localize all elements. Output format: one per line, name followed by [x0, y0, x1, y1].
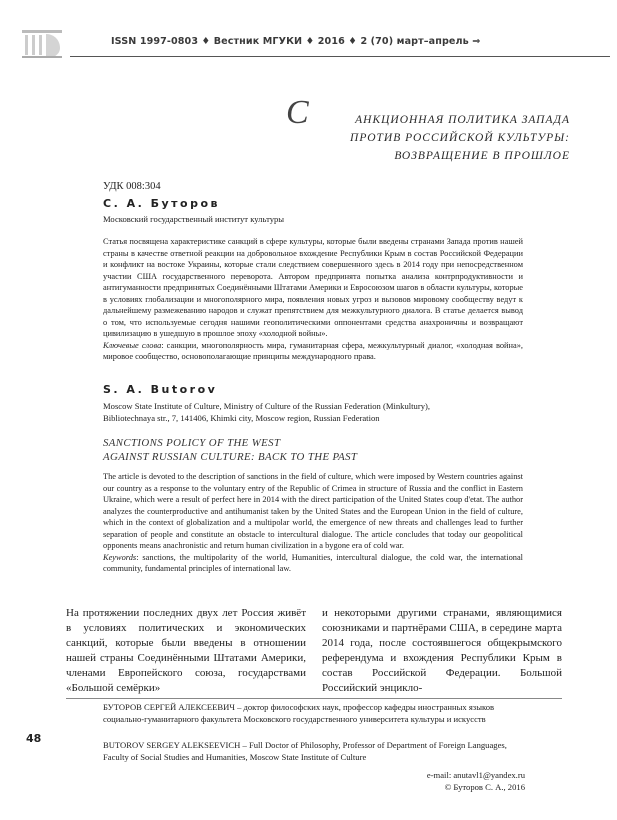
abstract-en	[103, 471, 523, 575]
abstract-en-text: The article is devoted to the description of sanctions in the field of culture, which were imposed by Western countries against our country as a response to the voluntary entry of the Republic of Crimea in structure of Russia and the conflict in Eastern Ukraine, which were a result of perfect here in 2014 with the direct participation of the United States coup d'etat. The author analyzes the counterproductive and antihumanist taken by the United States and the European Union in the field of culture, which in the context of globalization and a multipolar world, the emergence of new threats and challenges lead to further separation of people and constitute an obstacle to intercultural dialogue. The article concludes that today our geopolitical opponents means anachronistic and return human civilization in a bygone era of cold war.	[103, 472, 523, 550]
author-bio-ru: БУТОРОВ СЕРГЕЙ АЛЕКСЕЕВИЧ – доктор философских наук, профессор кафедры иностранных языков социально-гуманитарного факультета Московского государственного университета культуры и искусств	[103, 702, 495, 724]
udk-code: УДК 008:304	[103, 181, 161, 192]
title-line-2: ПРОТИВ РОССИЙСКОЙ КУЛЬТУРЫ:	[350, 132, 570, 144]
article-title-en	[103, 436, 357, 464]
affiliation-en	[103, 400, 523, 424]
author-name-ru: С. А. Буторов	[103, 197, 220, 210]
page-number: 48	[26, 732, 42, 745]
affiliation-en-line-2: Bibliotechnaya str., 7, 141406, Khimki city, Moscow region, Russian Federation	[103, 413, 380, 423]
keywords-en-label: Keywords	[103, 552, 137, 562]
title-line-3: ВОЗВРАЩЕНИЕ В ПРОШЛОЕ	[394, 150, 570, 162]
journal-header-text: ISSN 1997-0803 ♦ Вестник МГУКИ ♦ 2016 ♦ 2 (70) март–апрель ⇒	[111, 36, 481, 47]
title-line-1: АНКЦИОННАЯ ПОЛИТИКА ЗАПАДА	[355, 114, 570, 126]
body-column-1: На протяжении последних двух лет Россия живёт в условиях политических и экономических санкций, которые были введены в отношении нашей страны Соединёнными Штатами Америки, членами Европейского союза, государствами «Большой семёрки»	[66, 607, 306, 694]
body-column-2: и некоторыми другими странами, являющимися союзниками и партнёрами США, в середине марта 2014 года, после состоявшегося общекрымского референдума и вхождения Республики Крым в состав Российской Федерации. Большой Российский энцикло-	[322, 607, 562, 694]
keywords-ru-label: Ключевые слова	[103, 340, 162, 350]
keywords-ru	[103, 340, 523, 363]
title-en-line-2: AGAINST RUSSIAN CULTURE: BACK TO THE PAST	[103, 451, 358, 463]
author-bio-en: BUTOROV SERGEY ALEKSEEVICH – Full Doctor of Philosophy, Professor of Department of Foreign Languages, Faculty of Social Studies and Humanities, Moscow State Institute of Culture	[103, 740, 507, 762]
article-title-ru	[240, 94, 570, 165]
footnote-rule	[66, 698, 562, 699]
title-initial: С	[286, 94, 310, 131]
author-email: e-mail: anutavl1@yandex.ru	[426, 770, 525, 780]
copyright: © Буторов С. А., 2016	[444, 781, 525, 792]
journal-logo-icon	[20, 28, 64, 60]
keywords-en-text: : sanctions, the multipolarity of the world, Humanities, intercultural dialogue, the cold war, the international community, fundamental principles of international law.	[103, 552, 523, 573]
contact-block	[380, 770, 525, 793]
keywords-en	[103, 552, 523, 575]
header-rule	[70, 56, 610, 57]
keywords-ru-text: : санкции, многополярность мира, гуманитарная сфера, межкультурный диалог, «холодная война», мировое сообщество, основополагающие принципы международного права.	[103, 340, 524, 361]
title-en-line-1: SANCTIONS POLICY OF THE WEST	[103, 437, 281, 449]
author-name-en: S. A. Butorov	[103, 383, 218, 396]
abstract-ru-text: Статья посвящена характеристике санкций в сфере культуры, которые были введены странами Запада против нашей страны в качестве ответной реакции на добровольное вхождение Республики Крым в состав Российской Федерации и конфликт на востоке Украины, которые стали следствием совершенного здесь в 2014 году при непосредственном участии США государственного переворота. Автором предпринята попытка анализа контрпродуктивности и антигуманности предпринятых Соединёнными Штатами Америки и Евросоюзом шагов в области культуры, которые в условиях глобализации и многополярного мира, появления новых угроз и вызовов мировому сообществу ведут к дальнейшему размежеванию народов и служат препятствием для межкультурного диалога. В статье делается вывод о том, что используемые сегодня нашими геополитическими оппонентами средства анахроничны и возвращают цивилизацию в ушедшую в прошлое эпоху «холодной войны».	[103, 237, 523, 338]
page-header	[8, 26, 608, 62]
affiliation-ru: Московский государственный институт культуры	[103, 214, 285, 224]
abstract-ru	[103, 236, 523, 363]
affiliation-en-line-1: Moscow State Institute of Culture, Ministry of Culture of the Russian Federation (Minkultury),	[103, 401, 430, 411]
